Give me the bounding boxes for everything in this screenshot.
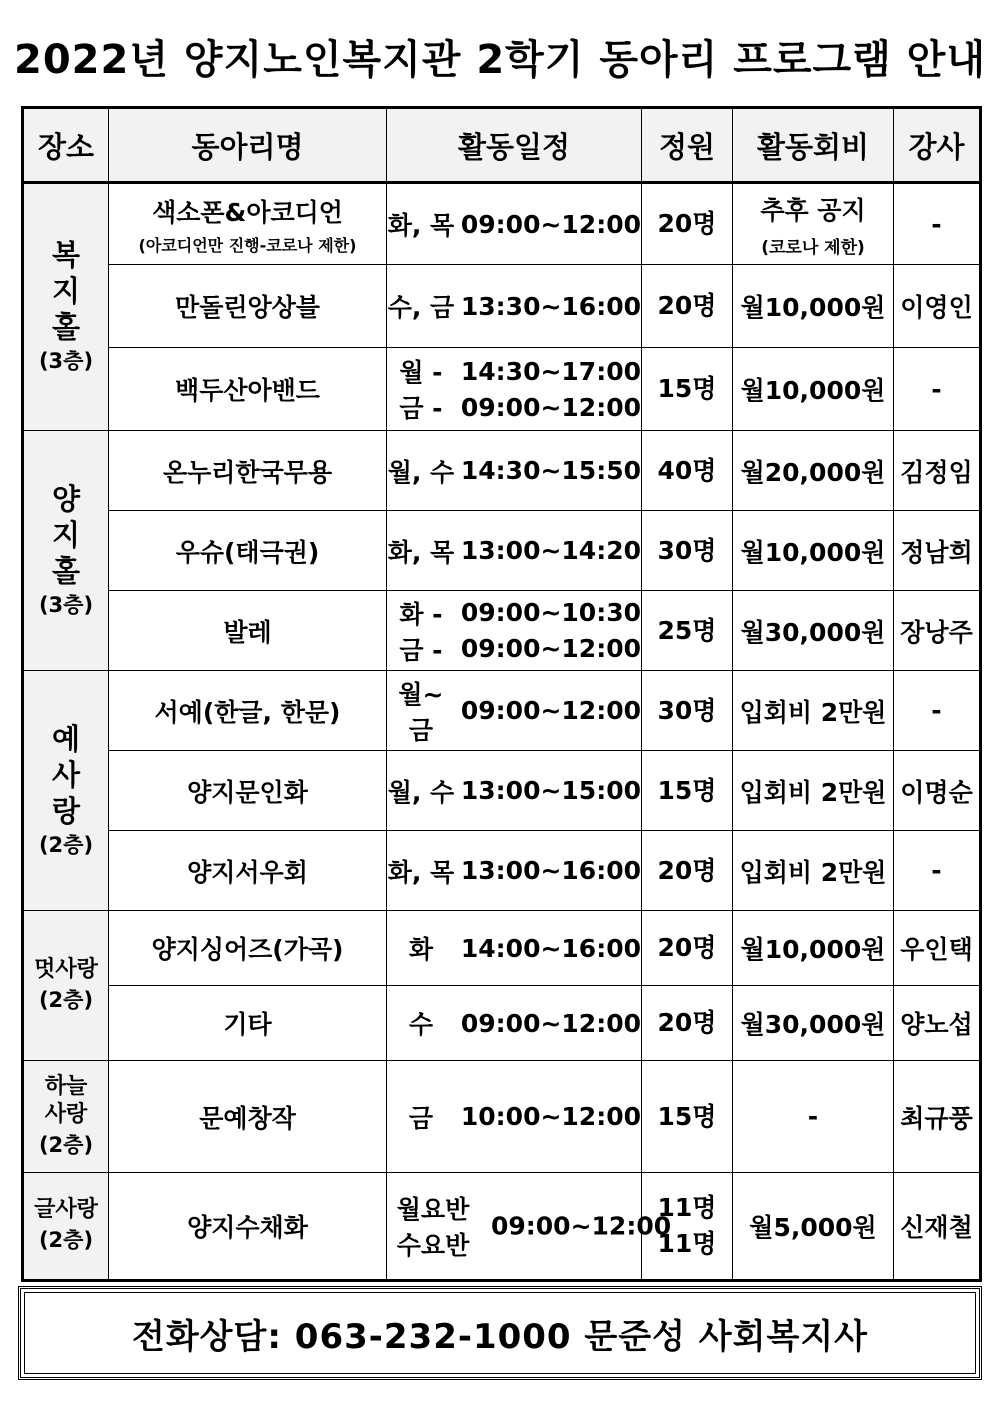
club-cell: [109, 265, 387, 348]
club-cell: [109, 831, 387, 911]
schedule-day: 화, 목: [387, 537, 455, 567]
club-cell: [109, 183, 387, 265]
fee-value: -: [807, 1102, 819, 1131]
schedule-cell: [387, 511, 642, 591]
instructor-cell: -: [894, 831, 981, 911]
table-row: [23, 831, 981, 911]
instructor-cell: 장낭주: [894, 591, 981, 671]
place-cell: [23, 671, 109, 911]
fee-cell: [733, 671, 894, 751]
place-floor: (3층): [38, 349, 94, 373]
capacity-cell: [642, 671, 733, 751]
club-name: 색소폰&아코디언: [152, 197, 343, 227]
capacity-cell: [642, 911, 733, 986]
place-floor: (2층): [38, 987, 94, 1012]
place-name: 홀: [51, 310, 80, 344]
fee-value: 월20,000원: [740, 457, 886, 487]
schedule-cell: [387, 1173, 672, 1281]
header-instructor: 강사: [894, 108, 981, 183]
fee-value: 월10,000원: [740, 935, 886, 964]
place-cell: [23, 1061, 109, 1173]
schedule-time: 13:30~16:00: [460, 291, 641, 321]
capacity-value: 11명: [657, 1193, 717, 1222]
club-name: 만돌린앙상블: [175, 293, 320, 322]
place-floor: (2층): [38, 1228, 94, 1252]
fee-note: (코로나 제한): [761, 237, 865, 258]
schedule-time: 09:00~12:00: [460, 392, 641, 422]
header-place: 장소: [23, 108, 109, 183]
fee-value: 월10,000원: [740, 376, 886, 405]
fee-cell: [733, 986, 894, 1061]
place-floor: (2층): [38, 1132, 94, 1157]
instructor-cell: 양노섭: [894, 986, 981, 1061]
place-cell: [23, 1173, 109, 1281]
club-cell: [109, 1173, 387, 1281]
capacity-cell: [642, 431, 733, 511]
header-fee: 활동회비: [733, 108, 894, 183]
fee-cell: [733, 348, 894, 431]
fee-value: 입회비 2만원: [739, 777, 887, 807]
schedule-time: 14:30~15:50: [460, 456, 641, 485]
table-row: [23, 911, 981, 986]
table-row: [23, 1173, 981, 1281]
table-row: [23, 265, 981, 348]
capacity-cell: [642, 511, 733, 591]
capacity-cell: [642, 1061, 733, 1173]
capacity-cell: [642, 265, 733, 348]
table-header-row: [23, 108, 981, 183]
fee-value: 추후 공지: [760, 195, 866, 225]
capacity-value: 11명: [657, 1229, 717, 1258]
instructor-cell: -: [894, 183, 981, 265]
place-name: 홀: [51, 553, 80, 588]
schedule-time: 09:00~12:00: [460, 634, 641, 663]
schedule-day: 월~금: [398, 679, 444, 745]
fee-cell: [733, 431, 894, 511]
schedule-day: 금 -: [399, 635, 443, 665]
capacity-value: 30명: [657, 535, 717, 565]
capacity-value: 20명: [657, 291, 717, 320]
schedule-cell: [387, 591, 642, 671]
capacity-cell: [642, 348, 733, 431]
schedule-time: 13:00~14:20: [460, 536, 641, 565]
instructor-cell: 신재철: [894, 1173, 981, 1281]
schedule-day: 수요반: [396, 1231, 470, 1260]
header-capacity: 정원: [642, 108, 733, 183]
schedule-day: 화, 목: [387, 857, 455, 887]
place-floor: (3층): [38, 592, 94, 617]
schedule-cell: [387, 265, 642, 348]
fee-value: 월10,000원: [740, 293, 886, 322]
club-name: 백두산아밴드: [175, 376, 320, 405]
fee-cell: [733, 591, 894, 671]
schedule-cell: [387, 183, 642, 265]
club-cell: [109, 591, 387, 671]
schedule-day: 월, 수: [387, 777, 455, 807]
capacity-value: 20명: [657, 855, 717, 885]
club-cell: [109, 986, 387, 1061]
club-name: 양지문인화: [187, 777, 308, 807]
place-name: 지: [51, 274, 80, 308]
capacity-cell: [642, 183, 733, 265]
capacity-cell: [642, 751, 733, 831]
schedule-day: 월 -: [399, 358, 443, 387]
instructor-cell: -: [894, 348, 981, 431]
fee-value: 월5,000원: [749, 1213, 877, 1242]
schedule-cell: [387, 911, 642, 986]
club-cell: [109, 671, 387, 751]
schedule-time: 09:00~10:30: [460, 598, 641, 627]
schedule-cell: [387, 986, 642, 1061]
instructor-cell: 정남희: [894, 511, 981, 591]
program-table: [21, 106, 982, 1282]
fee-value: 월30,000원: [740, 1010, 886, 1039]
club-cell: [109, 751, 387, 831]
header-schedule: 활동일정: [387, 108, 642, 183]
place-cell: [23, 431, 109, 671]
club-name: 양지싱어즈(가곡): [151, 935, 344, 964]
schedule-day: 화 -: [399, 599, 443, 629]
capacity-cell: [642, 831, 733, 911]
schedule-day: 금: [408, 1103, 434, 1133]
club-cell: [109, 1061, 387, 1173]
club-name: 우슈(태극권): [175, 537, 320, 567]
club-cell: [109, 431, 387, 511]
schedule-day: 수: [408, 1010, 434, 1039]
fee-cell: [733, 183, 894, 265]
place-cell: [23, 911, 109, 1061]
instructor-cell: 이영인: [894, 265, 981, 348]
schedule-cell: [387, 1061, 642, 1173]
place-name: 랑: [51, 793, 80, 828]
schedule-time: 13:00~15:00: [460, 776, 641, 805]
fee-value: 월10,000원: [740, 537, 886, 567]
club-name: 온누리한국무용: [162, 457, 333, 487]
place-name: 지: [51, 517, 80, 552]
schedule-cell: [387, 431, 642, 511]
schedule-day: 월, 수: [387, 457, 455, 487]
schedule-time: 14:00~16:00: [460, 933, 641, 963]
fee-value: 입회비 2만원: [739, 697, 887, 727]
fee-cell: [733, 911, 894, 986]
capacity-cell: [642, 986, 733, 1061]
fee-cell: [733, 511, 894, 591]
capacity-cell: [642, 591, 733, 671]
schedule-cell: [387, 831, 642, 911]
club-cell: [109, 911, 387, 986]
capacity-value: 20명: [657, 933, 717, 962]
club-name: 서예(한글, 한문): [154, 697, 341, 727]
place-name: 글사랑: [34, 1197, 98, 1222]
capacity-value: 15명: [657, 374, 717, 403]
capacity-value: 30명: [657, 695, 717, 725]
fee-cell: [733, 831, 894, 911]
place-name: 사: [51, 757, 80, 792]
capacity-value: 15명: [657, 775, 717, 805]
contact-footer: 전화상담: 063-232-1000 문준성 사회복지사: [18, 1286, 982, 1380]
table-row: [23, 431, 981, 511]
schedule-day: 화, 목: [387, 211, 455, 240]
instructor-cell: 이명순: [894, 751, 981, 831]
schedule-cell: [387, 348, 642, 431]
schedule-day: 금 -: [399, 394, 443, 423]
schedule-time: 09:00~12:00: [460, 696, 641, 725]
schedule-time: 13:00~16:00: [460, 856, 641, 885]
table-row: [23, 1061, 981, 1173]
schedule-time: 09:00~12:00: [460, 209, 641, 239]
table-row: [23, 751, 981, 831]
club-cell: [109, 511, 387, 591]
club-note: (아코디언만 진행-코로나 제한): [138, 235, 357, 255]
club-name: 양지서우회: [187, 857, 308, 887]
header-club: 동아리명: [109, 108, 387, 183]
schedule-time: 09:00~12:00: [491, 1211, 672, 1241]
place-name: 양: [51, 481, 80, 516]
schedule-time: 14:30~17:00: [460, 356, 641, 386]
club-cell: [109, 348, 387, 431]
place-name: 멋사랑: [34, 956, 98, 982]
fee-cell: [733, 751, 894, 831]
capacity-value: 20명: [657, 209, 717, 238]
instructor-cell: 김정임: [894, 431, 981, 511]
place-name: 복: [51, 238, 80, 272]
fee-value: 입회비 2만원: [739, 857, 887, 887]
table-row: [23, 348, 981, 431]
table-row: [23, 671, 981, 751]
table-row: [23, 591, 981, 671]
place-name: 사랑: [44, 1101, 88, 1127]
capacity-value: 40명: [657, 455, 717, 485]
schedule-day: 수, 금: [387, 293, 455, 322]
table-row: [23, 183, 981, 265]
club-name: 기타: [223, 1010, 272, 1039]
place-name: 하늘: [44, 1073, 88, 1099]
fee-cell: [733, 1173, 894, 1281]
table-row: [23, 986, 981, 1061]
place-cell: [23, 183, 109, 431]
page-title: 2022년 양지노인복지관 2학기 동아리 프로그램 안내: [14, 37, 986, 83]
club-name: 발레: [223, 617, 272, 647]
club-name: 문예창작: [199, 1103, 296, 1133]
place-name: 예: [51, 721, 80, 756]
place-floor: (2층): [38, 832, 94, 857]
capacity-value: 25명: [657, 615, 717, 645]
fee-cell: [733, 1061, 894, 1173]
instructor-cell: -: [894, 671, 981, 751]
schedule-day: 화: [408, 935, 434, 964]
schedule-cell: [387, 671, 642, 751]
schedule-cell: [387, 751, 642, 831]
schedule-time: 10:00~12:00: [460, 1102, 641, 1131]
schedule-time: 09:00~12:00: [460, 1008, 641, 1038]
fee-cell: [733, 265, 894, 348]
capacity-value: 15명: [657, 1101, 717, 1131]
capacity-value: 20명: [657, 1008, 717, 1037]
table-row: [23, 511, 981, 591]
instructor-cell: 우인택: [894, 911, 981, 986]
fee-value: 월30,000원: [740, 617, 886, 647]
instructor-cell: 최규풍: [894, 1061, 981, 1173]
club-name: 양지수채화: [187, 1213, 308, 1242]
schedule-day: 월요반: [396, 1195, 470, 1224]
